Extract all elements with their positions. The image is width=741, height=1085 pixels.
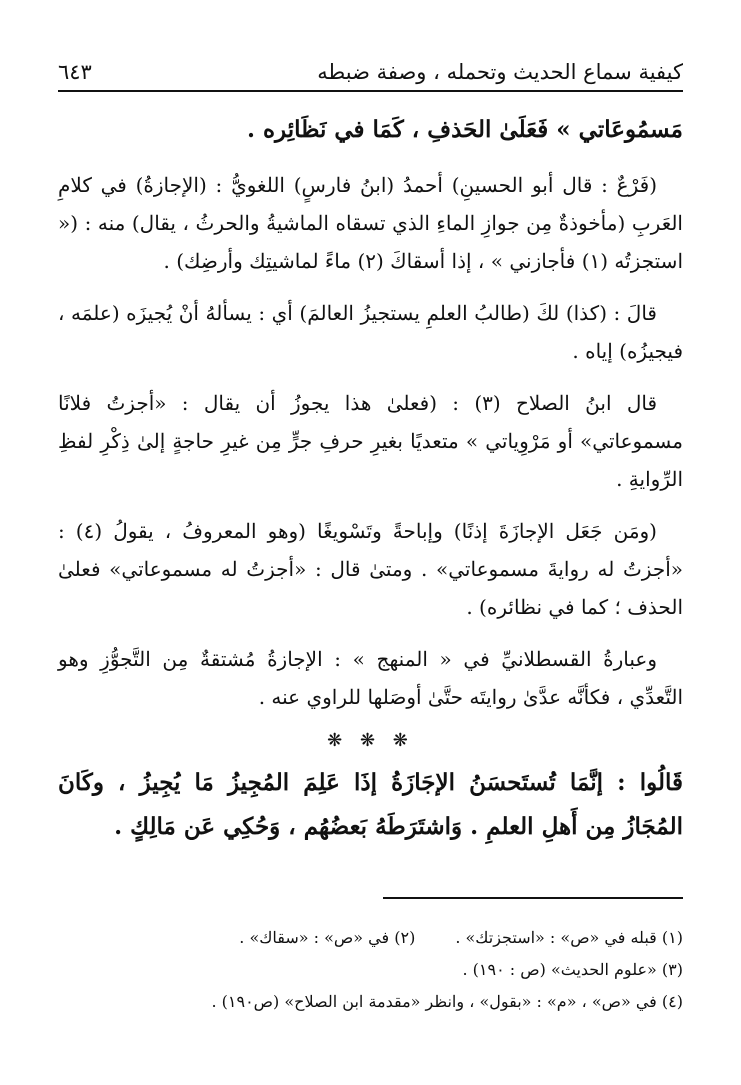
footnote-row [58, 922, 683, 954]
footnote-3: (٣) «علوم الحديث» (ص : ١٩٠) . [462, 960, 683, 979]
matn-continuation: مَسمُوعَاتي » فَعَلَىٰ الحَذفِ ، كَمَا في نَظَائِره . [246, 116, 683, 143]
footnote-1: (١) قبله في «ص» : «استجزتك» . [455, 928, 683, 947]
footnote-2: (٢) في «ص» : «سقاك» . [239, 928, 416, 947]
footnote-rule [383, 897, 683, 899]
paragraph-qastallani: وعبارةُ القسطلانيِّ في « المنهج » : الإجازةُ مُشتقةٌ مِن التَّجوُّزِ وهو التَّعدِّي ، فكأنَّه عدَّىٰ روايتَه حتَّىٰ أوصَلها للراوي عنه . [58, 647, 683, 709]
paragraph-far: (فَرْعٌ : قال أبو الحسينِ) أحمدُ (ابنُ فارسٍ) اللغويُّ : (الإجازةُ) في كلامِ العَربِ (مأخوذةٌ مِن جوازِ الماءِ الذي تسقاه الماشيةُ والحرثُ ، يقال) منه : (« استجزتُه (١) فأجازني » ، إذا أسقاكَ (٢) ماءً لماشيتِك وأرضِك) . [58, 173, 683, 273]
section-separator: ❋ ❋ ❋ [327, 730, 414, 751]
footnotes [58, 922, 683, 1018]
chapter-title: كيفية سماع الحديث وتحمله ، وصفة ضبطه [317, 60, 683, 84]
paragraph-qal: قالَ : (كذا) لكَ (طالبُ العلمِ يستجيزُ العالمَ) أي : يسألهُ أنْ يُجيزَه (علمَه ، فيجيزُه) إياه . [58, 301, 683, 363]
page-number: ٦٤٣ [58, 60, 92, 84]
footnote-4: (٤) في «ص» ، «م» : «بقول» ، وانظر «مقدمة ابن الصلاح» (ص١٩٠) . [211, 992, 683, 1011]
running-header [58, 40, 683, 92]
main-text [58, 108, 683, 863]
paragraph-ibn-salah: قال ابنُ الصلاح (٣) : (فعلىٰ هذا يجوزُ أن يقال : «أجزتُ فلانًا مسموعاتي» أو مَرْوِياتي » متعديًا بغيرِ حرفِ جرٍّ مِن غيرِ حاجةٍ إلىٰ ذِكْرِ لفظِ الرِّوايةِ . [58, 391, 683, 491]
matn-qalu: قَالُوا : إنَّمَا تُستَحسَنُ الإجَازَةُ إذَا عَلِمَ المُجِيزُ مَا يُجِيزُ ، وكَانَ المُجَازُ مِن أَهلِ العلمِ . وَاشتَرَطَهُ بَعضُهُم ، وَحُكِي عَن مَالِكٍ . [58, 769, 683, 840]
paragraph-ijaza-idhn: (ومَن جَعَل الإجازَةَ إذنًا) وإباحةً وتَسْويغًا (وهو المعروفُ ، يقولُ (٤) : «أجزتُ له روايةَ مسموعاتي» . ومتىٰ قال : «أجزتُ له مسموعاتي» فعلىٰ الحذف ؛ كما في نظائره) . [58, 519, 683, 619]
